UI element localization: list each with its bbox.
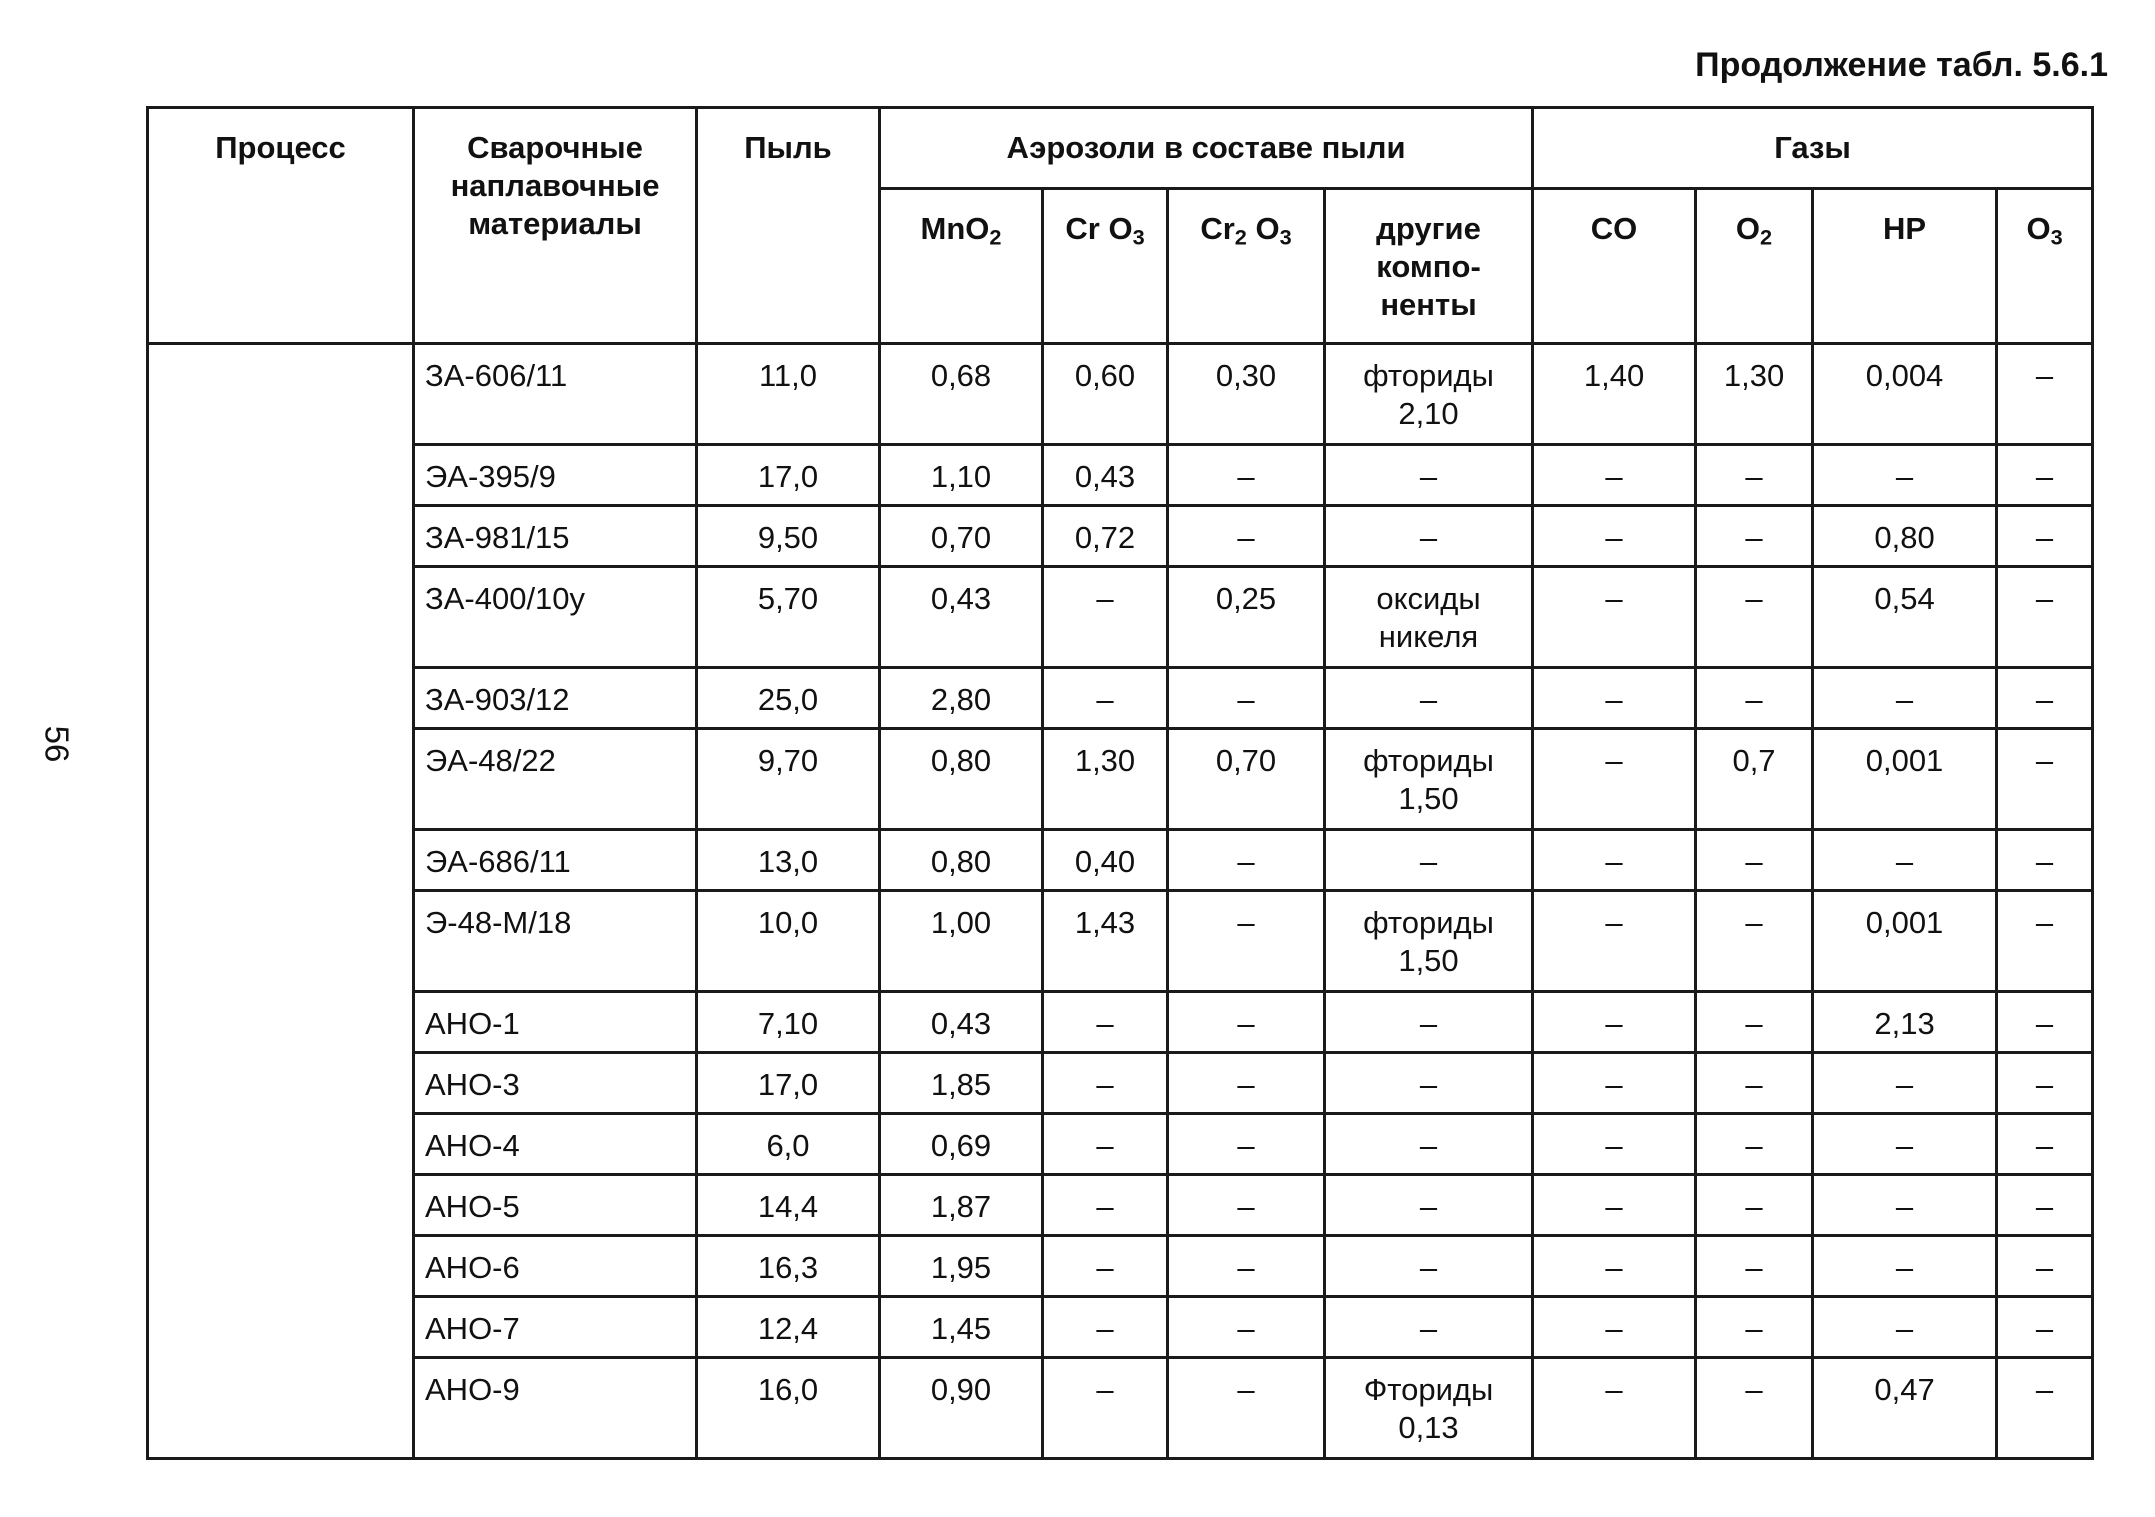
cell-hf: 0,80 — [1813, 506, 1997, 567]
cell-material: АНО-4 — [414, 1114, 697, 1175]
cell-dust: 9,50 — [697, 506, 880, 567]
table-row — [148, 1297, 2093, 1358]
cell-co: – — [1533, 891, 1696, 992]
table-row — [148, 506, 2093, 567]
cell-co: – — [1533, 1236, 1696, 1297]
cell-hf: – — [1813, 830, 1997, 891]
table-row — [148, 1236, 2093, 1297]
cell-dust: 14,4 — [697, 1175, 880, 1236]
cell-o2: – — [1696, 1358, 1813, 1459]
cell-hf: – — [1813, 1236, 1997, 1297]
cell-o3: – — [1997, 668, 2093, 729]
table-row — [148, 1175, 2093, 1236]
cell-mno2: 0,70 — [880, 506, 1043, 567]
cell-mno2: 0,68 — [880, 344, 1043, 445]
header-mno2: MnO$_2$ — [880, 189, 1043, 344]
cell-material: ЭА-395/9 — [414, 445, 697, 506]
cell-co: – — [1533, 1358, 1696, 1459]
header-o3: $O_3$ — [1997, 189, 2093, 344]
cell-o3: – — [1997, 729, 2093, 830]
cell-cr2o3: – — [1168, 1297, 1325, 1358]
cell-hf: – — [1813, 1114, 1997, 1175]
cell-cro3: – — [1043, 1358, 1168, 1459]
header-gases-group: Газы — [1533, 108, 2093, 189]
cell-dust: 7,10 — [697, 992, 880, 1053]
cell-cr2o3: – — [1168, 1175, 1325, 1236]
page-number: 56 — [38, 725, 76, 763]
table-row — [148, 1053, 2093, 1114]
cell-material: ЗА-981/15 — [414, 506, 697, 567]
cell-material: ЭА-686/11 — [414, 830, 697, 891]
cell-cro3: 0,43 — [1043, 445, 1168, 506]
cell-dust: 12,4 — [697, 1297, 880, 1358]
cell-o3: – — [1997, 1114, 2093, 1175]
cell-o2: – — [1696, 891, 1813, 992]
header-dust: Пыль — [697, 108, 880, 344]
cell-cro3: 0,40 — [1043, 830, 1168, 891]
cell-co: – — [1533, 1297, 1696, 1358]
cell-mno2: 1,87 — [880, 1175, 1043, 1236]
cell-o2: – — [1696, 830, 1813, 891]
table-row — [148, 567, 2093, 668]
cell-o2: – — [1696, 1114, 1813, 1175]
header-hf: HP — [1813, 189, 1997, 344]
cell-other: – — [1325, 1175, 1533, 1236]
cell-cr2o3: – — [1168, 668, 1325, 729]
cell-other: – — [1325, 1053, 1533, 1114]
cell-cr2o3: 0,70 — [1168, 729, 1325, 830]
cell-co: – — [1533, 1053, 1696, 1114]
cell-o3: – — [1997, 1236, 2093, 1297]
cell-co: – — [1533, 1114, 1696, 1175]
cell-cr2o3: – — [1168, 1114, 1325, 1175]
cell-hf: 2,13 — [1813, 992, 1997, 1053]
cell-hf: – — [1813, 1175, 1997, 1236]
cell-other: – — [1325, 668, 1533, 729]
cell-hf: – — [1813, 1053, 1997, 1114]
cell-o3: – — [1997, 344, 2093, 445]
cell-o2: – — [1696, 506, 1813, 567]
cell-cro3: – — [1043, 1053, 1168, 1114]
table-body — [148, 344, 2093, 1459]
header-other-components: другие компо-ненты — [1325, 189, 1533, 344]
cell-dust: 17,0 — [697, 1053, 880, 1114]
table-caption: Продолжение табл. 5.6.1 — [1695, 46, 2108, 84]
cell-cr2o3: – — [1168, 506, 1325, 567]
cell-hf: – — [1813, 668, 1997, 729]
cell-mno2: 0,80 — [880, 830, 1043, 891]
cell-dust: 25,0 — [697, 668, 880, 729]
cell-o3: – — [1997, 891, 2093, 992]
cell-material: ЗА-400/10у — [414, 567, 697, 668]
cell-mno2: 1,85 — [880, 1053, 1043, 1114]
cell-o2: – — [1696, 1236, 1813, 1297]
cell-o3: – — [1997, 1053, 2093, 1114]
cell-hf: – — [1813, 445, 1997, 506]
cell-hf: – — [1813, 1297, 1997, 1358]
cell-o2: – — [1696, 1297, 1813, 1358]
cell-material: ЗА-903/12 — [414, 668, 697, 729]
cell-co: – — [1533, 506, 1696, 567]
cell-cro3: – — [1043, 1236, 1168, 1297]
cell-o3: – — [1997, 506, 2093, 567]
table-row — [148, 891, 2093, 992]
process-cell — [148, 344, 414, 1459]
cell-mno2: 0,80 — [880, 729, 1043, 830]
cell-mno2: 1,10 — [880, 445, 1043, 506]
cell-mno2: 0,43 — [880, 567, 1043, 668]
header-co: CO — [1533, 189, 1696, 344]
table-row — [148, 1114, 2093, 1175]
cell-dust: 10,0 — [697, 891, 880, 992]
cell-other: – — [1325, 992, 1533, 1053]
cell-o2: 0,7 — [1696, 729, 1813, 830]
header-materials: Сварочные наплавочные материалы — [414, 108, 697, 344]
cell-material: АНО-3 — [414, 1053, 697, 1114]
cell-cro3: – — [1043, 668, 1168, 729]
cell-o3: – — [1997, 830, 2093, 891]
cell-material: АНО-6 — [414, 1236, 697, 1297]
header-o2: $O_2$ — [1696, 189, 1813, 344]
cell-material: АНО-9 — [414, 1358, 697, 1459]
cell-cro3: 1,30 — [1043, 729, 1168, 830]
table-row — [148, 830, 2093, 891]
cell-material: АНО-5 — [414, 1175, 697, 1236]
cell-hf: 0,004 — [1813, 344, 1997, 445]
cell-o2: – — [1696, 445, 1813, 506]
cell-mno2: 2,80 — [880, 668, 1043, 729]
cell-o3: – — [1997, 1358, 2093, 1459]
cell-co: – — [1533, 830, 1696, 891]
table-row — [148, 729, 2093, 830]
cell-cro3: 1,43 — [1043, 891, 1168, 992]
cell-o2: – — [1696, 992, 1813, 1053]
cell-cr2o3: – — [1168, 445, 1325, 506]
emissions-table — [146, 106, 2094, 1460]
cell-cr2o3: 0,30 — [1168, 344, 1325, 445]
table-row — [148, 668, 2093, 729]
cell-dust: 9,70 — [697, 729, 880, 830]
table-row — [148, 1358, 2093, 1459]
cell-co: – — [1533, 567, 1696, 668]
cell-cr2o3: – — [1168, 1236, 1325, 1297]
cell-mno2: 0,90 — [880, 1358, 1043, 1459]
cell-cro3: – — [1043, 1114, 1168, 1175]
cell-cro3: 0,72 — [1043, 506, 1168, 567]
cell-other: – — [1325, 506, 1533, 567]
header-aerosols-group: Аэрозоли в составе пыли — [880, 108, 1533, 189]
cell-cro3: 0,60 — [1043, 344, 1168, 445]
cell-cr2o3: – — [1168, 1053, 1325, 1114]
cell-dust: 16,0 — [697, 1358, 880, 1459]
cell-dust: 5,70 — [697, 567, 880, 668]
cell-other: – — [1325, 1114, 1533, 1175]
cell-o2: – — [1696, 1175, 1813, 1236]
cell-dust: 16,3 — [697, 1236, 880, 1297]
cell-dust: 6,0 — [697, 1114, 880, 1175]
cell-other: фториды 1,50 — [1325, 729, 1533, 830]
cell-dust: 11,0 — [697, 344, 880, 445]
cell-mno2: 1,45 — [880, 1297, 1043, 1358]
cell-o3: – — [1997, 1297, 2093, 1358]
cell-mno2: 1,95 — [880, 1236, 1043, 1297]
cell-co: – — [1533, 445, 1696, 506]
cell-mno2: 1,00 — [880, 891, 1043, 992]
cell-o2: – — [1696, 668, 1813, 729]
cell-co: – — [1533, 668, 1696, 729]
cell-o2: 1,30 — [1696, 344, 1813, 445]
cell-dust: 17,0 — [697, 445, 880, 506]
cell-other: оксиды никеля — [1325, 567, 1533, 668]
cell-cro3: – — [1043, 567, 1168, 668]
cell-hf: 0,47 — [1813, 1358, 1997, 1459]
cell-o3: – — [1997, 445, 2093, 506]
cell-other: – — [1325, 445, 1533, 506]
table-row — [148, 992, 2093, 1053]
cell-dust: 13,0 — [697, 830, 880, 891]
cell-other: – — [1325, 1297, 1533, 1358]
cell-o2: – — [1696, 567, 1813, 668]
cell-cr2o3: 0,25 — [1168, 567, 1325, 668]
cell-o3: – — [1997, 1175, 2093, 1236]
cell-hf: 0,001 — [1813, 729, 1997, 830]
cell-cro3: – — [1043, 992, 1168, 1053]
header-process: Процесс — [148, 108, 414, 344]
header-cro3: Cr $O_3$ — [1043, 189, 1168, 344]
cell-cr2o3: – — [1168, 830, 1325, 891]
cell-co: – — [1533, 729, 1696, 830]
table-row — [148, 344, 2093, 445]
cell-material: Э-48-М/18 — [414, 891, 697, 992]
cell-material: ЗА-606/11 — [414, 344, 697, 445]
cell-other: фториды 1,50 — [1325, 891, 1533, 992]
cell-material: АНО-1 — [414, 992, 697, 1053]
table-header — [148, 108, 2093, 344]
cell-cr2o3: – — [1168, 1358, 1325, 1459]
cell-co: – — [1533, 992, 1696, 1053]
cell-other: – — [1325, 1236, 1533, 1297]
cell-co: – — [1533, 1175, 1696, 1236]
cell-other: фториды 2,10 — [1325, 344, 1533, 445]
cell-o3: – — [1997, 992, 2093, 1053]
cell-material: ЭА-48/22 — [414, 729, 697, 830]
cell-other: – — [1325, 830, 1533, 891]
cell-hf: 0,001 — [1813, 891, 1997, 992]
cell-material: АНО-7 — [414, 1297, 697, 1358]
cell-o3: – — [1997, 567, 2093, 668]
table-row — [148, 445, 2093, 506]
cell-hf: 0,54 — [1813, 567, 1997, 668]
cell-mno2: 0,43 — [880, 992, 1043, 1053]
cell-cro3: – — [1043, 1175, 1168, 1236]
cell-cro3: – — [1043, 1297, 1168, 1358]
cell-o2: – — [1696, 1053, 1813, 1114]
cell-cr2o3: – — [1168, 992, 1325, 1053]
cell-cr2o3: – — [1168, 891, 1325, 992]
cell-other: Фториды 0,13 — [1325, 1358, 1533, 1459]
header-cr2o3: $Cr_2$ $O_3$ — [1168, 189, 1325, 344]
cell-mno2: 0,69 — [880, 1114, 1043, 1175]
cell-co: 1,40 — [1533, 344, 1696, 445]
